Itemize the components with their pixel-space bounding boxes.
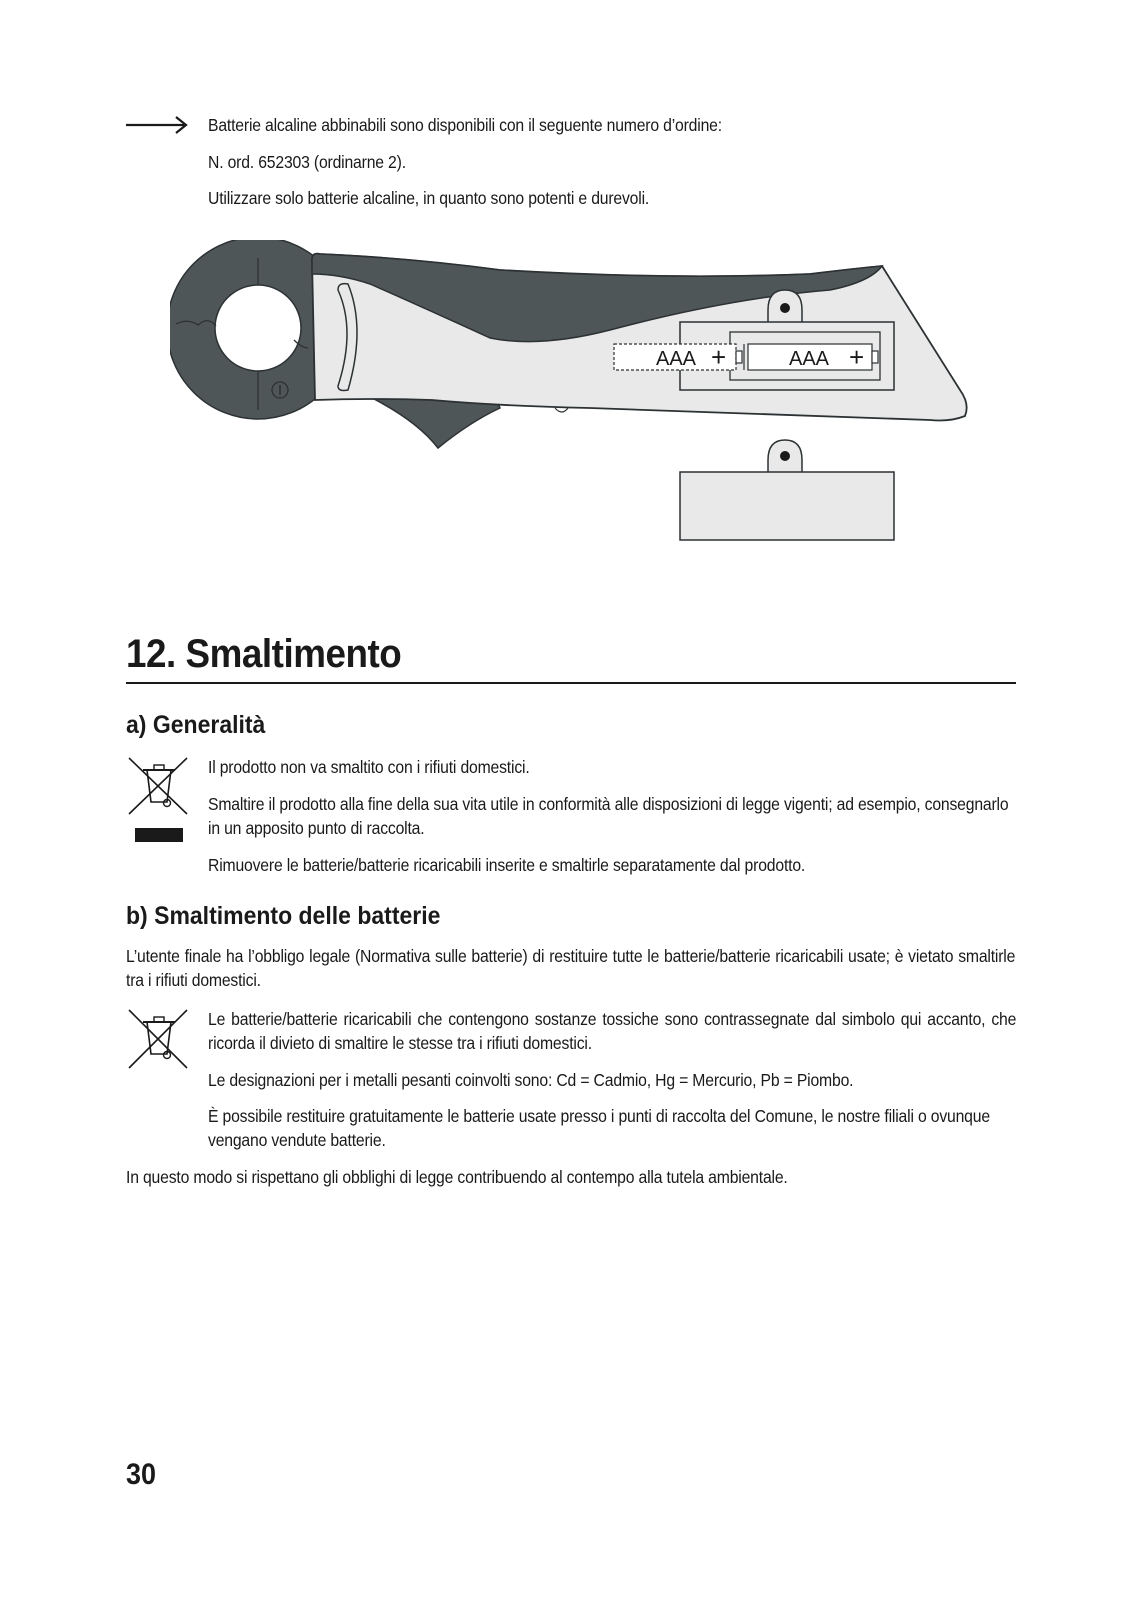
note-line-2: N. ord. 652303 (ordinarne 2). — [208, 152, 406, 172]
subsection-b-p1: Le batterie/batterie ricaricabili che contengono sostanze tossiche sono contrassegnate dal simbolo qui accanto, che ricorda il divieto di smaltire le stesse tra i rifiuti domestici. — [208, 1009, 1017, 1053]
subsection-b-intro: L’utente finale ha l’obbligo legale (Normativa sulle batterie) di restituire tutte le batterie/batterie ricaricabili usate; è vietato smaltirle tra i rifiuti domestici. — [126, 946, 1016, 990]
battery-plus-2: + — [849, 342, 865, 372]
arrow-right-icon — [126, 114, 190, 136]
note-line-3: Utilizzare solo batterie alcaline, in quanto sono potenti e durevoli. — [208, 188, 650, 208]
crossed-bin-icon — [127, 756, 191, 848]
battery-cover — [680, 440, 894, 540]
subsection-b-closing: In questo modo si rispettano gli obblighi di legge contribuendo al contempo alla tutela ambientale. — [126, 1167, 788, 1187]
subsection-a-heading: a) Generalità — [126, 711, 266, 739]
battery-label-2: AAA — [789, 348, 830, 370]
subsection-a-p3: Rimuovere le batterie/batterie ricaricabili inserite e smaltirle separatamente dal prodotto. — [208, 855, 806, 875]
section-title: 12. Smaltimento — [126, 632, 402, 676]
title-rule — [126, 682, 1016, 684]
clamp-meter-illustration — [170, 240, 980, 550]
subsection-b-heading: b) Smaltimento delle batterie — [126, 902, 441, 930]
battery-plus-1: + — [711, 342, 727, 372]
battery-label-1: AAA — [656, 348, 697, 370]
subsection-a-p2: Smaltire il prodotto alla fine della sua vita utile in conformità alle disposizioni di legge vigenti; ad esempio, consegnarlo in un apposito punto di raccolta. — [208, 794, 1009, 838]
crossed-bin-battery-icon — [127, 1008, 191, 1072]
note-line-1: Batterie alcaline abbinabili sono disponibili con il seguente numero d’ordine: — [208, 115, 722, 135]
subsection-a-p1: Il prodotto non va smaltito con i rifiuti domestici. — [208, 757, 530, 777]
subsection-b-p3: È possibile restituire gratuitamente le batterie usate presso i punti di raccolta del Comune, le nostre filiali o ovunque vengano vendute batterie. — [208, 1106, 990, 1150]
page-number: 30 — [126, 1458, 157, 1491]
subsection-b-p2: Le designazioni per i metalli pesanti coinvolti sono: Cd = Cadmio, Hg = Mercurio, Pb = Piombo. — [208, 1070, 854, 1090]
